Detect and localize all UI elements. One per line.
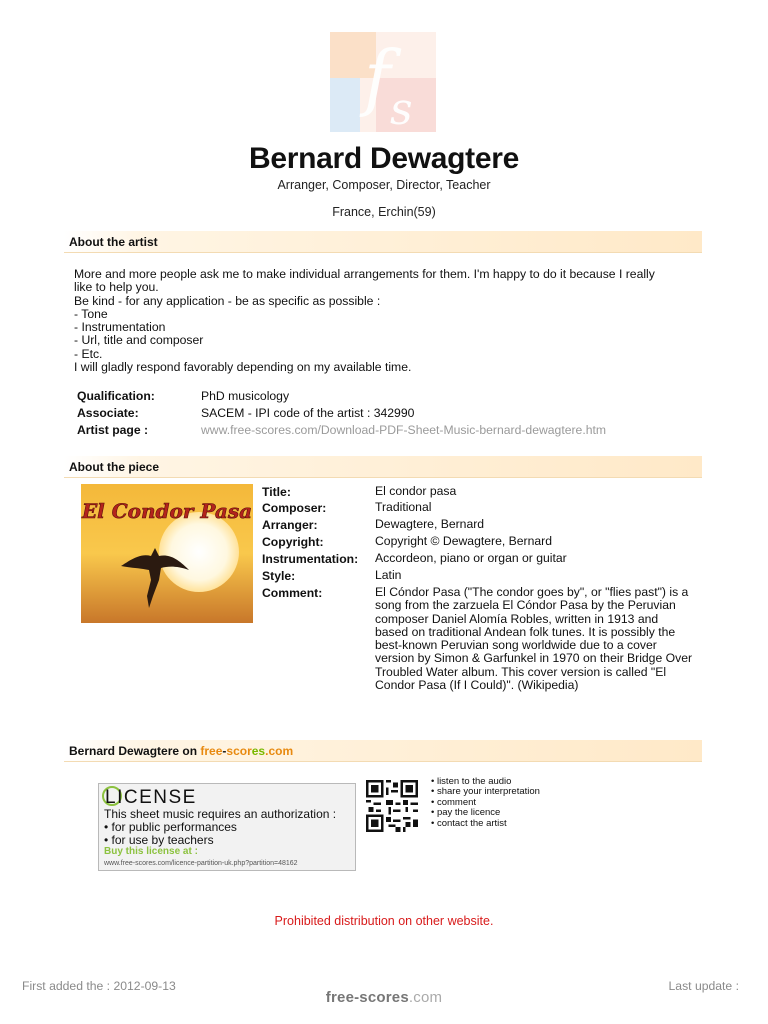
on-free-scores-prefix: Bernard Dewagtere on (69, 744, 201, 758)
instrumentation-label: Instrumentation: (262, 552, 359, 566)
footer-logo-main: free-scores (325, 989, 409, 1006)
footer-logo-com: .com (408, 989, 443, 1006)
title-label: Title: (262, 485, 291, 499)
style-value: Latin (375, 568, 402, 582)
qr-actions-list (431, 777, 540, 829)
license-line: • for use by teachers (104, 833, 214, 847)
comment-line: Troubled Water album. This cover version is called "El (375, 664, 667, 679)
qr-action-item: • listen to the audio (431, 776, 512, 787)
license-url[interactable]: www.free-scores.com/licence-partition-uk.php?partition=48162 (104, 860, 298, 867)
composer-value: Traditional (375, 500, 432, 514)
bio-line: I will gladly respond favorably depending on my available time. (74, 360, 412, 375)
prohibited-notice: Prohibited distribution on other website. (274, 914, 494, 928)
site-name-free[interactable]: free (200, 744, 223, 758)
copyright-label: Copyright: (262, 535, 324, 549)
artist-bio (74, 268, 714, 374)
license-title-rest: ICENSE (117, 787, 197, 808)
qr-code-icon[interactable] (366, 780, 418, 832)
license-line: • for public performances (104, 820, 237, 834)
bio-line: More and more people ask me to make individual arrangements for them. I'm happy to do it because I really (74, 267, 655, 281)
artist-page-label: Artist page : (77, 423, 149, 437)
piece-cover-image (81, 484, 253, 623)
license-box[interactable] (98, 783, 356, 871)
comment-line: song from the zarzuela El Cóndor Pasa by the Peruvian (375, 598, 676, 613)
instrumentation-value: Accordeon, piano or organ or guitar (375, 551, 567, 565)
arranger-label: Arranger: (262, 518, 318, 532)
copyright-value: Copyright © Dewagtere, Bernard (375, 534, 552, 548)
site-name-dash: - (222, 744, 227, 758)
site-name-com[interactable]: .com (265, 744, 294, 758)
qualification-value: PhD musicology (201, 389, 290, 403)
artist-page-link[interactable]: www.free-scores.com/Download-PDF-Sheet-Music-bernard-dewagtere.htm (201, 423, 607, 437)
comment-line: based on traditional Andean folk tunes. It is possibly the (375, 624, 676, 639)
associate-label: Associate: (77, 406, 139, 420)
comment-value (375, 586, 717, 692)
on-free-scores-heading (64, 740, 702, 762)
qr-action-item: • contact the artist (431, 817, 507, 829)
comment-line: best-known Peruvian song worldwide due to a cover (375, 638, 657, 653)
bio-line: - Etc. (74, 346, 103, 361)
first-added-date: First added the : 2012-09-13 (22, 979, 176, 993)
associate-value: SACEM - IPI code of the artist : 342990 (201, 406, 415, 420)
footer-logo (0, 989, 768, 1006)
comment-label: Comment: (262, 586, 323, 600)
style-label: Style: (262, 569, 296, 583)
last-update: Last update : (668, 979, 739, 993)
bio-line: - Tone (74, 306, 108, 321)
buy-license-link[interactable]: Buy this license at : (104, 846, 198, 857)
bio-line: like to help you. (74, 280, 159, 295)
free-scores-logo (330, 32, 436, 132)
comment-line: Condor Pasa (If I Could)". (Wikipedia) (375, 678, 579, 693)
artist-roles: Arranger, Composer, Director, Teacher (277, 178, 491, 192)
svg-text:f: f (364, 35, 391, 119)
qr-action-item: • comment (431, 796, 477, 808)
site-name-scor[interactable]: scor (226, 744, 252, 758)
arranger-value: Dewagtere, Bernard (375, 517, 485, 531)
artist-location: France, Erchin(59) (332, 205, 436, 219)
title-value: El condor pasa (375, 484, 457, 498)
license-line: This sheet music requires an authorization : (104, 807, 337, 821)
qr-action-item: • pay the licence (431, 807, 501, 819)
comment-line: version by Simon & Garfunkel in 1970 on their Bridge Over (375, 651, 693, 666)
about-piece-heading: About the piece (64, 456, 702, 478)
qr-action-item: • share your interpretation (431, 786, 540, 798)
svg-text:s: s (390, 84, 413, 132)
about-artist-heading: About the artist (64, 231, 702, 253)
license-title (105, 787, 197, 809)
license-title-l: L (105, 787, 118, 808)
site-name-es[interactable]: es (251, 744, 266, 758)
bio-line: Be kind - for any application - be as specific as possible : (74, 293, 381, 308)
qualification-label: Qualification: (77, 389, 155, 403)
artist-name: Bernard Dewagtere (249, 142, 519, 175)
comment-line: composer Daniel Alomía Robles, written in 1913 and (375, 611, 659, 626)
comment-line: El Cóndor Pasa ("The condor goes by", or "flies past") is a (375, 585, 689, 599)
composer-label: Composer: (262, 501, 327, 515)
bio-line: - Url, title and composer (74, 333, 204, 348)
cover-title: El Condor Pasa (81, 499, 253, 523)
bio-line: - Instrumentation (74, 320, 166, 335)
